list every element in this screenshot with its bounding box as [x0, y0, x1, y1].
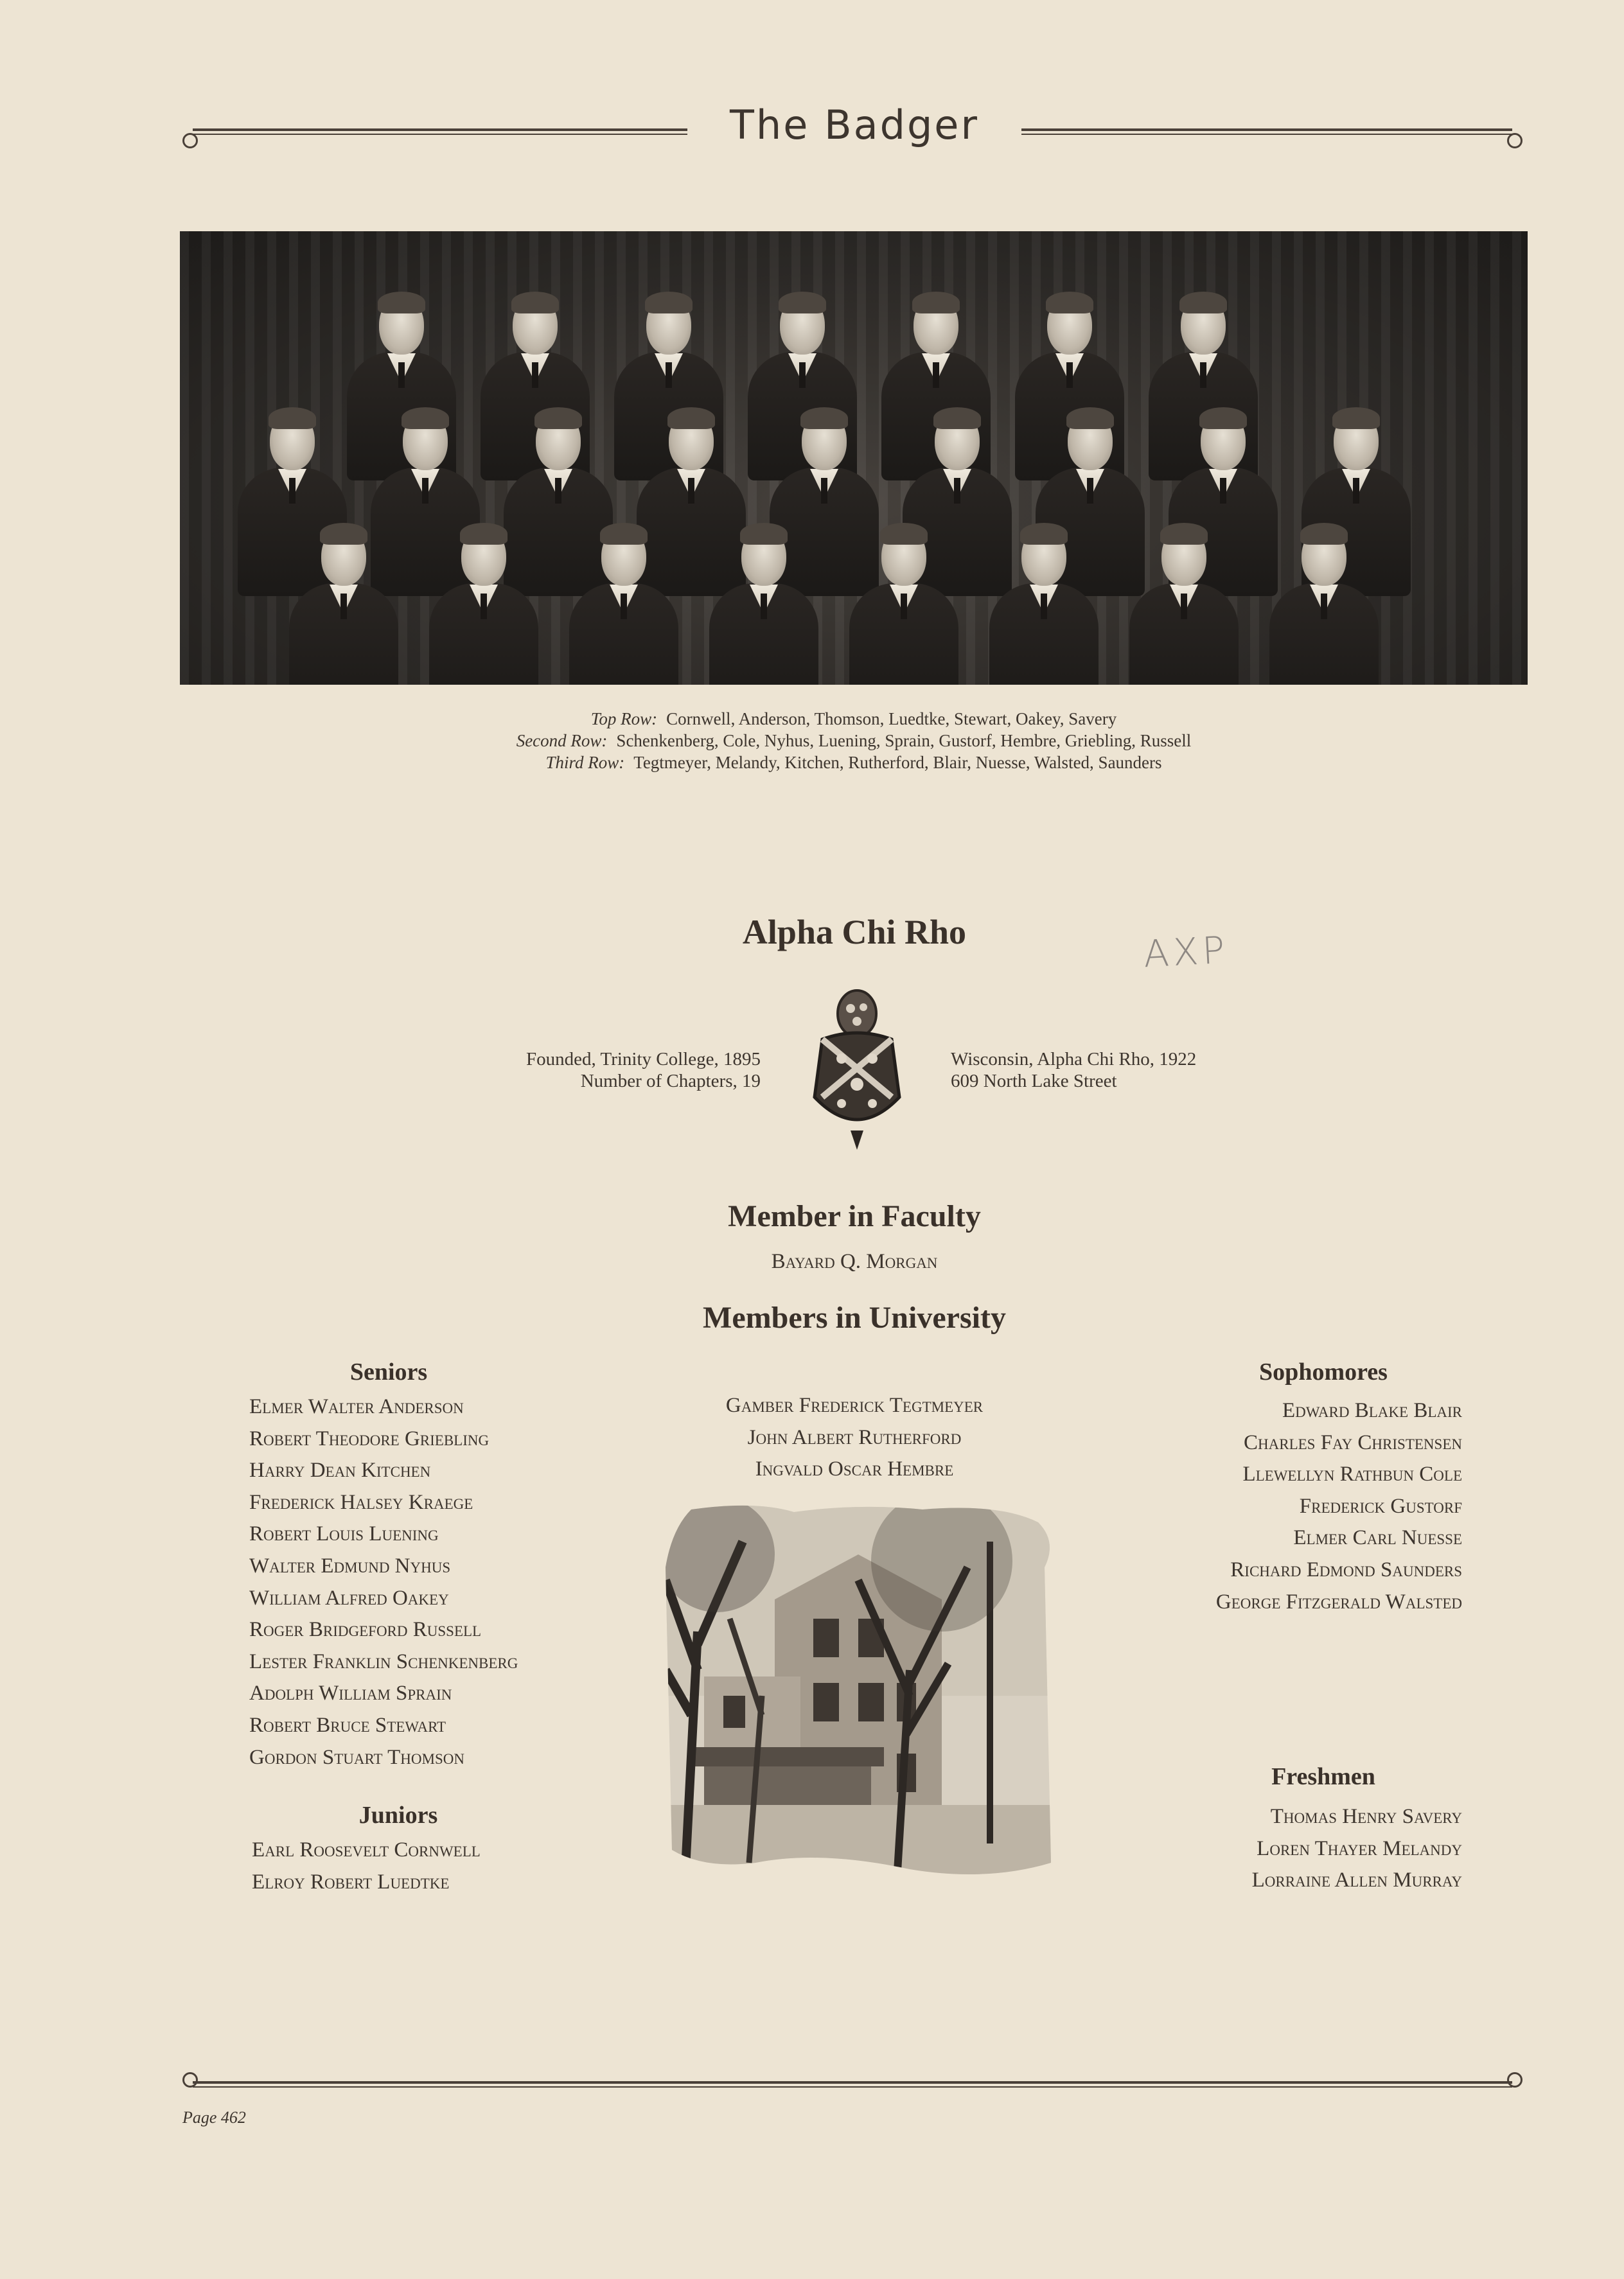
list-item: Earl Roosevelt Cornwell — [252, 1838, 481, 1861]
header-curl-left — [182, 133, 198, 148]
footer-rule — [193, 2081, 1512, 2088]
running-header-title: The Badger — [730, 101, 979, 148]
chapter-info — [951, 1048, 1272, 1092]
header-rule-left — [193, 128, 687, 135]
caption-second-row — [193, 731, 1515, 751]
caption-names: Cornwell, Anderson, Thomson, Luedtke, Stewart, Oakey, Savery — [666, 709, 1117, 728]
list-item: Loren Thayer Melandy — [1257, 1836, 1462, 1860]
chapter-house-photo — [666, 1503, 1051, 1882]
list-item: Walter Edmund Nyhus — [249, 1554, 451, 1578]
list-item: Charles Fay Christensen — [1244, 1430, 1462, 1454]
list-item: Adolph William Sprain — [249, 1682, 452, 1705]
list-item: Frederick Halsey Kraege — [249, 1490, 473, 1514]
seniors-heading: Seniors — [349, 1359, 428, 1386]
list-item: Edward Blake Blair — [1282, 1399, 1462, 1422]
caption-names: Tegtmeyer, Melandy, Kitchen, Rutherford, Blair, Nuesse, Walsted, Saunders — [633, 753, 1162, 772]
juniors-heading: Juniors — [358, 1802, 438, 1829]
juniors-list — [252, 1835, 481, 1898]
sophomores-heading: Sophomores — [1259, 1359, 1388, 1386]
caption-label: Top Row: — [590, 709, 658, 728]
header-rule-right — [1021, 128, 1512, 135]
list-item: Robert Bruce Stewart — [249, 1713, 446, 1737]
caption-top-row — [193, 709, 1515, 729]
faculty-heading: Member in Faculty — [728, 1199, 981, 1233]
list-item: Gordon Stuart Thomson — [249, 1745, 464, 1769]
founding-info — [450, 1048, 761, 1092]
list-item: Elroy Robert Luedtke — [252, 1870, 450, 1894]
sophomores-list — [1216, 1395, 1462, 1618]
university-heading: Members in University — [703, 1301, 1006, 1335]
list-item: Frederick Gustorf — [1299, 1494, 1462, 1518]
fraternity-name: Alpha Chi Rho — [742, 913, 967, 951]
list-item: Robert Louis Luening — [249, 1522, 439, 1546]
list-item: Roger Bridgeford Russell — [249, 1618, 482, 1642]
list-item: Llewellyn Rathbun Cole — [1242, 1463, 1462, 1486]
list-item: Thomas Henry Savery — [1270, 1805, 1462, 1828]
list-item: Elmer Walter Anderson — [249, 1395, 464, 1418]
group-photograph — [180, 231, 1528, 685]
seniors-continued-list — [662, 1390, 1047, 1486]
list-item: Lester Franklin Schenkenberg — [249, 1650, 518, 1673]
footer-curl-right — [1507, 2072, 1522, 2088]
faculty-member: Bayard Q. Morgan — [771, 1250, 938, 1273]
seniors-list — [249, 1391, 518, 1773]
header-curl-right — [1507, 133, 1522, 148]
list-item: John Albert Rutherford — [747, 1425, 962, 1449]
list-item: Harry Dean Kitchen — [249, 1459, 431, 1483]
chapters-text: Number of Chapters, 19 — [580, 1071, 761, 1091]
list-item: William Alfred Oakey — [249, 1586, 449, 1610]
footer-curl-left — [182, 2072, 198, 2088]
caption-label: Third Row: — [545, 753, 625, 772]
freshmen-heading: Freshmen — [1271, 1763, 1375, 1790]
list-item: Ingvald Oscar Hembre — [755, 1457, 954, 1481]
list-item: Richard Edmond Saunders — [1230, 1558, 1462, 1581]
list-item: Robert Theodore Griebling — [249, 1427, 490, 1450]
list-item: Gamber Frederick Tegtmeyer — [725, 1394, 984, 1417]
list-item: George Fitzgerald Walsted — [1215, 1590, 1462, 1614]
caption-label: Second Row: — [516, 731, 608, 750]
handwritten-note: AXP — [1142, 928, 1230, 976]
list-item: Lorraine Allen Murray — [1251, 1869, 1462, 1892]
caption-names: Schenkenberg, Cole, Nyhus, Luening, Sprain, Gustorf, Hembre, Griebling, Russell — [616, 731, 1192, 750]
founded-text: Founded, Trinity College, 1895 — [526, 1049, 761, 1069]
caption-third-row — [193, 753, 1515, 773]
list-item: Elmer Carl Nuesse — [1293, 1526, 1462, 1550]
page-number: Page 462 — [182, 2108, 246, 2127]
address-text: 609 North Lake Street — [951, 1071, 1117, 1091]
freshmen-list — [1252, 1801, 1462, 1897]
fraternity-crest-icon — [803, 988, 911, 1150]
chapter-text: Wisconsin, Alpha Chi Rho, 1922 — [951, 1049, 1197, 1069]
